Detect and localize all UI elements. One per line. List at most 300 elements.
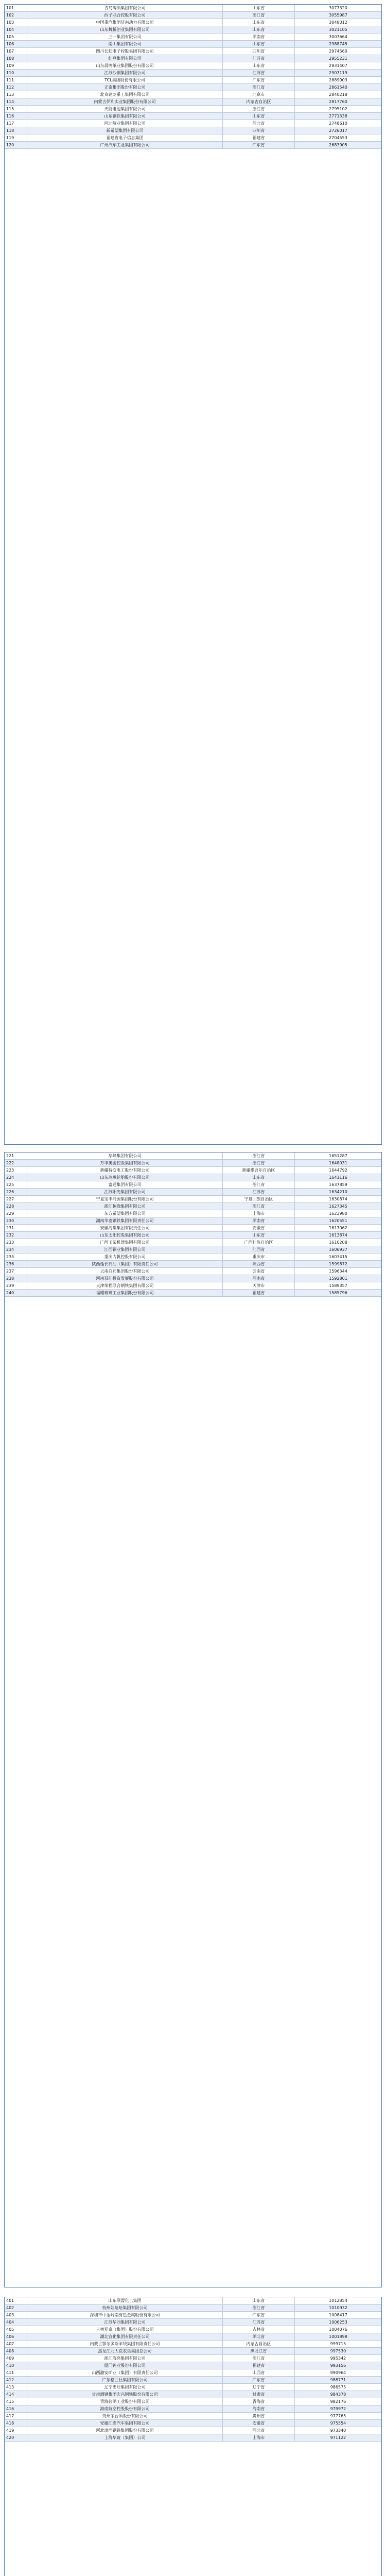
company-name-cell: 江苏阳光集团有限公司	[27, 1189, 223, 1195]
rank-cell: 229	[5, 1210, 27, 1217]
table-row	[5, 70, 381, 77]
region-cell: 浙江省	[223, 2304, 295, 2311]
rank-cell: 231	[5, 1225, 27, 1231]
revenue-cell: 988771	[330, 2378, 346, 2382]
region-cell: 内蒙古自治区	[223, 98, 295, 105]
table-row	[5, 113, 381, 120]
rank-cell: 225	[5, 1181, 27, 1188]
company-name-cell: 辽宁忠旺集团有限公司	[27, 2384, 223, 2391]
rank-cell: 233	[5, 1239, 27, 1246]
company-name-cell: 天津荣程联合钢铁集团有限公司	[27, 1282, 223, 1289]
revenue-cell: 3048012	[329, 20, 347, 25]
region-cell: 广东省	[223, 77, 295, 83]
rank-cell: 405	[5, 2326, 27, 2333]
region-cell: 浙江省	[223, 1153, 295, 1159]
rank-cell: 111	[5, 77, 27, 83]
rank-cell: 238	[5, 1275, 27, 1282]
region-cell: 宁夏回族自治区	[223, 1196, 295, 1202]
company-name-cell: 富通集团有限公司	[27, 1181, 223, 1188]
rank-cell: 105	[5, 33, 27, 40]
region-cell: 山东省	[223, 26, 295, 33]
revenue-cell: 997530	[330, 2349, 346, 2353]
rank-cell: 235	[5, 1253, 27, 1260]
company-name-cell: 河北津西钢铁集团股份有限公司	[27, 2427, 223, 2434]
rank-cell: 413	[5, 2384, 27, 2391]
company-name-cell: 甘肃酒钢集团宏兴钢铁股份有限公司	[27, 2391, 223, 2398]
revenue-cell: 2974560	[329, 49, 347, 54]
table-row	[5, 2326, 381, 2333]
revenue-cell: 1596344	[329, 1269, 347, 1274]
region-cell: 浙江省	[223, 12, 295, 19]
revenue-cell: 2955231	[329, 56, 347, 61]
company-name-cell: 三一集团有限公司	[27, 33, 223, 40]
table-row	[5, 2369, 381, 2377]
region-cell: 江西省	[223, 1246, 295, 1253]
region-cell: 河北省	[223, 120, 295, 127]
revenue-cell: 1637859	[329, 1182, 347, 1187]
revenue-cell: 2931407	[329, 63, 347, 68]
table-row	[5, 2427, 381, 2434]
revenue-cell: 3055987	[329, 13, 347, 18]
table-row	[5, 1239, 381, 1246]
company-name-cell: 新疆特变电工股份有限公司	[27, 1167, 223, 1174]
region-cell: 福建省	[223, 2362, 295, 2369]
rank-cell: 120	[5, 142, 27, 148]
region-cell: 江苏省	[223, 2319, 295, 2326]
rank-cell: 412	[5, 2377, 27, 2383]
revenue-cell: 1603415	[329, 1255, 347, 1259]
revenue-cell: 1651287	[329, 1154, 347, 1158]
rank-cell: 110	[5, 70, 27, 76]
table-block-2	[4, 1152, 382, 2287]
company-name-cell: 南山集团有限公司	[27, 41, 223, 47]
region-cell: 浙江省	[223, 1181, 295, 1188]
revenue-cell: 1630874	[329, 1197, 347, 1201]
revenue-cell: 2907119	[329, 71, 347, 75]
table-row	[5, 2384, 381, 2391]
revenue-cell: 2861540	[329, 85, 347, 90]
rank-cell: 119	[5, 134, 27, 141]
table-row	[5, 1167, 381, 1174]
company-name-cell: 青岛啤酒集团有限公司	[27, 5, 223, 11]
rank-cell: 107	[5, 48, 27, 55]
region-cell: 江苏省	[223, 55, 295, 62]
table-row	[5, 1217, 381, 1225]
region-cell: 安徽省	[223, 1225, 295, 1231]
table-row	[5, 142, 381, 149]
revenue-cell: 1012854	[329, 2298, 347, 2303]
rank-cell: 402	[5, 2304, 27, 2311]
company-name-cell: 江西铜业集团有限公司	[27, 1246, 223, 1253]
company-name-cell: 山东晨鸣纸业集团股份有限公司	[27, 62, 223, 69]
table-row	[5, 2434, 381, 2442]
revenue-cell: 2683905	[329, 143, 347, 147]
rank-cell: 420	[5, 2434, 27, 2441]
region-cell: 湖南省	[223, 33, 295, 40]
rank-cell: 414	[5, 2391, 27, 2398]
table-row	[5, 2341, 381, 2348]
region-cell: 福建省	[223, 134, 295, 141]
rank-cell: 117	[5, 120, 27, 127]
region-cell: 上海市	[223, 2434, 295, 2441]
table-row	[5, 48, 381, 55]
revenue-cell: 1006253	[329, 2320, 347, 2325]
table-row	[5, 77, 381, 84]
region-cell: 山东省	[223, 113, 295, 120]
region-cell: 浙江省	[223, 1160, 295, 1166]
region-cell: 广东省	[223, 2312, 295, 2318]
rank-cell: 108	[5, 55, 27, 62]
table-row	[5, 1232, 381, 1239]
table-row	[5, 26, 381, 33]
region-cell: 重庆市	[223, 1253, 295, 1260]
table-row	[5, 1153, 381, 1160]
region-cell: 山东省	[223, 19, 295, 26]
revenue-cell: 984378	[330, 2392, 346, 2397]
revenue-cell: 975554	[330, 2421, 346, 2426]
table-row	[5, 33, 381, 41]
rank-cell: 101	[5, 5, 27, 11]
region-cell: 湖北省	[223, 2333, 295, 2340]
company-name-cell: 浙江恒逸集团有限公司	[27, 1203, 223, 1210]
region-cell: 浙江省	[223, 1203, 295, 1210]
rank-cell: 112	[5, 84, 27, 91]
rank-cell: 404	[5, 2319, 27, 2326]
rank-cell: 417	[5, 2413, 27, 2419]
region-cell: 山西省	[223, 2369, 295, 2376]
revenue-cell: 2726017	[329, 128, 347, 133]
table-row	[5, 5, 381, 12]
revenue-cell: 1001898	[329, 2334, 347, 2339]
rank-cell: 232	[5, 1232, 27, 1239]
table-row	[5, 1196, 381, 1203]
revenue-cell: 1644792	[329, 1168, 347, 1173]
region-cell: 湖南省	[223, 1217, 295, 1224]
table-row	[5, 120, 381, 127]
table-row	[5, 2333, 381, 2341]
rank-cell: 411	[5, 2369, 27, 2376]
table-row	[5, 1261, 381, 1268]
region-cell: 四川省	[223, 48, 295, 55]
company-name-cell: 中国重汽集团济南动力有限公司	[27, 19, 223, 26]
rank-cell: 234	[5, 1246, 27, 1253]
rank-cell: 237	[5, 1268, 27, 1275]
revenue-cell: 2771338	[329, 114, 347, 118]
company-name-cell: 贵州茅台酒股份有限公司	[27, 2413, 223, 2419]
revenue-cell: 1599872	[329, 1262, 347, 1266]
region-cell: 广东省	[223, 2377, 295, 2383]
table-row	[5, 1275, 381, 1282]
table-row	[5, 84, 381, 91]
revenue-cell: 1592801	[329, 1276, 347, 1281]
rank-cell: 104	[5, 26, 27, 33]
company-name-cell: 山东玲珑轮胎股份有限公司	[27, 1174, 223, 1181]
table-row	[5, 19, 381, 26]
rank-cell: 114	[5, 98, 27, 105]
table-block-1	[4, 4, 382, 1145]
rank-cell: 410	[5, 2362, 27, 2369]
revenue-cell: 1634210	[329, 1190, 347, 1194]
rank-cell: 106	[5, 41, 27, 47]
table-row	[5, 2304, 381, 2312]
table-row	[5, 55, 381, 62]
region-cell: 云南省	[223, 1268, 295, 1275]
table-row	[5, 1160, 381, 1167]
company-name-cell: 内蒙古鄂尔多斯羊绒集团有限责任公司	[27, 2341, 223, 2347]
rank-cell: 115	[5, 106, 27, 112]
region-cell: 浙江省	[223, 2355, 295, 2362]
revenue-cell: 1623980	[329, 1211, 347, 1216]
revenue-cell: 2704553	[329, 135, 347, 140]
company-name-cell: 东方希望集团有限公司	[27, 1210, 223, 1217]
region-cell: 河南省	[223, 1275, 295, 1282]
company-name-cell: 河南双汇投资发展股份有限公司	[27, 1275, 223, 1282]
company-name-cell: 红豆集团有限公司	[27, 55, 223, 62]
rank-cell: 419	[5, 2427, 27, 2434]
revenue-cell: 982176	[330, 2399, 346, 2404]
table-row	[5, 2297, 381, 2304]
revenue-cell: 2889003	[329, 78, 347, 82]
rank-cell: 221	[5, 1153, 27, 1159]
company-name-cell: 福建省电子信息集团	[27, 134, 223, 141]
rank-cell: 409	[5, 2355, 27, 2362]
company-name-cell: 广州汽车工业集团有限公司	[27, 142, 223, 148]
company-name-cell: 海南航空控股股份有限公司	[27, 2405, 223, 2412]
rank-cell: 236	[5, 1261, 27, 1267]
revenue-cell: 2795102	[329, 107, 347, 111]
rank-cell: 228	[5, 1203, 27, 1210]
rank-cell: 116	[5, 113, 27, 120]
table-row	[5, 2420, 381, 2427]
company-name-cell: 山东魏桥创业集团有限公司	[27, 26, 223, 33]
company-name-cell: 北京建龙重工集团有限公司	[27, 91, 223, 98]
revenue-cell: 995342	[330, 2356, 346, 2361]
region-cell: 山东省	[223, 1174, 295, 1181]
company-name-cell: 河北敬业集团有限公司	[27, 120, 223, 127]
company-name-cell: 山东太阳控股集团有限公司	[27, 1232, 223, 1239]
table-row	[5, 62, 381, 70]
region-cell: 河北省	[223, 2427, 295, 2434]
revenue-cell: 1627345	[329, 1204, 347, 1209]
company-name-cell: 山东钢铁集团有限公司	[27, 113, 223, 120]
table-row	[5, 1189, 381, 1196]
revenue-cell: 1613874	[329, 1233, 347, 1238]
region-cell: 贵州省	[223, 2413, 295, 2419]
table-row	[5, 2391, 381, 2398]
table-row	[5, 2348, 381, 2355]
company-name-cell: 江苏华西集团有限公司	[27, 2319, 223, 2326]
region-cell: 浙江省	[223, 106, 295, 112]
company-name-cell: 正泰集团股份有限公司	[27, 84, 223, 91]
region-cell: 吉林省	[223, 2326, 295, 2333]
region-cell: 江苏省	[223, 70, 295, 76]
revenue-cell: 2748610	[329, 121, 347, 126]
region-cell: 甘肃省	[223, 2391, 295, 2398]
company-name-cell: 华峰集团有限公司	[27, 1153, 223, 1159]
revenue-cell: 3007664	[329, 35, 347, 39]
region-cell: 上海市	[223, 1210, 295, 1217]
table-row	[5, 1282, 381, 1290]
revenue-cell: 1010932	[329, 2306, 347, 2310]
rank-cell: 418	[5, 2420, 27, 2427]
revenue-cell: 1610208	[329, 1240, 347, 1245]
revenue-cell: 990964	[330, 2370, 346, 2375]
table-row	[5, 2405, 381, 2413]
company-name-cell: 四川长虹电子控股集团有限公司	[27, 48, 223, 55]
revenue-cell: 2817760	[329, 99, 347, 104]
table-row	[5, 1210, 381, 1217]
rank-cell: 118	[5, 127, 27, 134]
rank-cell: 103	[5, 19, 27, 26]
region-cell: 四川省	[223, 127, 295, 134]
revenue-cell: 993156	[330, 2363, 346, 2368]
revenue-cell: 2840218	[329, 92, 347, 97]
region-cell: 新疆维吾尔自治区	[223, 1167, 295, 1174]
revenue-cell: 999715	[330, 2342, 346, 2346]
table-row	[5, 127, 381, 134]
company-name-cell: 山西潞安矿业（集团）有限责任公司	[27, 2369, 223, 2376]
rank-cell: 415	[5, 2398, 27, 2405]
revenue-cell: 977765	[330, 2414, 346, 2418]
company-name-cell: TCL集团股份有限公司	[27, 77, 223, 83]
revenue-cell: 1641116	[329, 1175, 347, 1180]
company-name-cell: 浙江海亮集团有限公司	[27, 2355, 223, 2362]
revenue-cell: 971122	[330, 2435, 346, 2440]
region-cell: 江苏省	[223, 1189, 295, 1195]
company-name-cell: 广西玉柴机器集团有限公司	[27, 1239, 223, 1246]
region-cell: 山东省	[223, 5, 295, 11]
region-cell: 内蒙古自治区	[223, 2341, 295, 2347]
region-cell: 山东省	[223, 41, 295, 47]
company-name-cell: 山东联盟化工集团	[27, 2297, 223, 2304]
region-cell: 广东省	[223, 142, 295, 148]
table-row	[5, 12, 381, 19]
region-cell: 山东省	[223, 62, 295, 69]
rank-cell: 239	[5, 1282, 27, 1289]
rank-cell: 223	[5, 1167, 27, 1174]
company-name-cell: 吉林亚泰（集团）股份有限公司	[27, 2326, 223, 2333]
rank-cell: 224	[5, 1174, 27, 1181]
region-cell: 福建省	[223, 1290, 295, 1296]
rank-cell: 222	[5, 1160, 27, 1166]
rank-cell: 102	[5, 12, 27, 19]
revenue-cell: 3077320	[329, 6, 347, 10]
revenue-cell: 1589357	[329, 1283, 347, 1288]
revenue-cell: 1606937	[329, 1247, 347, 1252]
company-name-cell: 上海华谊（集团）公司	[27, 2434, 223, 2441]
region-cell: 海南省	[223, 2405, 295, 2412]
table-rows	[5, 1153, 381, 1297]
rank-cell: 401	[5, 2297, 27, 2304]
revenue-cell: 973340	[330, 2428, 346, 2433]
table-row	[5, 1181, 381, 1189]
company-name-cell: 安徽海螺集团有限责任公司	[27, 1225, 223, 1231]
region-cell: 安徽省	[223, 2420, 295, 2427]
revenue-cell: 1648031	[329, 1161, 347, 1165]
rank-cell: 416	[5, 2405, 27, 2412]
table-row	[5, 1268, 381, 1275]
region-cell: 辽宁省	[223, 2384, 295, 2391]
company-name-cell: 西子联合控股有限公司	[27, 12, 223, 19]
table-row	[5, 1246, 381, 1253]
region-cell: 山东省	[223, 1232, 295, 1239]
revenue-cell: 1620551	[329, 1218, 347, 1223]
rank-cell: 408	[5, 2348, 27, 2354]
revenue-cell: 986575	[330, 2385, 346, 2389]
table-row	[5, 134, 381, 142]
region-cell: 青海省	[223, 2398, 295, 2405]
region-cell: 黑龙江省	[223, 2348, 295, 2354]
rank-cell: 406	[5, 2333, 27, 2340]
company-name-cell: 厦门钨业股份有限公司	[27, 2362, 223, 2369]
company-name-cell: 陕西延长石油（集团）有限责任公司	[27, 1261, 223, 1267]
revenue-cell: 1585796	[329, 1291, 347, 1295]
rank-cell: 113	[5, 91, 27, 98]
rank-cell: 407	[5, 2341, 27, 2347]
table-row	[5, 2319, 381, 2326]
table-row	[5, 1225, 381, 1232]
company-name-cell: 广东格兰仕集团有限公司	[27, 2377, 223, 2383]
company-name-cell: 黑龙江北大荒农垦集团总公司	[27, 2348, 223, 2354]
rank-cell: 226	[5, 1189, 27, 1195]
table-row	[5, 1290, 381, 1297]
company-name-cell: 宁夏宝丰能源集团股份有限公司	[27, 1196, 223, 1202]
company-name-cell: 重庆力帆控股有限公司	[27, 1253, 223, 1260]
region-cell: 陕西省	[223, 1261, 295, 1267]
table-row	[5, 2398, 381, 2405]
revenue-cell: 1008417	[329, 2313, 347, 2317]
table-row	[5, 1203, 381, 1210]
company-name-cell: 湖南华菱钢铁集团有限责任公司	[27, 1217, 223, 1224]
rank-cell: 109	[5, 62, 27, 69]
company-name-cell: 云南白药集团股份有限公司	[27, 1268, 223, 1275]
table-row	[5, 2312, 381, 2319]
company-name-cell: 新希望集团有限公司	[27, 127, 223, 134]
region-cell: 山东省	[223, 2297, 295, 2304]
company-name-cell: 江苏沙钢集团有限公司	[27, 70, 223, 76]
company-name-cell: 青海盐湖工业股份有限公司	[27, 2398, 223, 2405]
company-name-cell: 万丰奥驰控股集团有限公司	[27, 1160, 223, 1166]
table-row	[5, 106, 381, 113]
company-name-cell: 湖北宜化集团有限责任公司	[27, 2333, 223, 2340]
table-row	[5, 2377, 381, 2384]
rank-cell: 230	[5, 1217, 27, 1224]
company-name-cell: 内蒙古伊利实业集团股份有限公司	[27, 98, 223, 105]
company-name-cell: 深圳市中金岭南有色金属股份有限公司	[27, 2312, 223, 2318]
company-name-cell: 天能电池集团有限公司	[27, 106, 223, 112]
revenue-cell: 1004076	[329, 2327, 347, 2332]
region-cell: 天津市	[223, 1282, 295, 1289]
table-row	[5, 91, 381, 98]
table-row	[5, 1174, 381, 1181]
rank-cell: 403	[5, 2312, 27, 2318]
company-name-cell: 安徽江淮汽车集团有限公司	[27, 2420, 223, 2427]
region-cell: 北京市	[223, 91, 295, 98]
table-row	[5, 98, 381, 106]
rank-cell: 240	[5, 1290, 27, 1296]
revenue-cell: 1617062	[329, 1226, 347, 1230]
revenue-cell: 979972	[330, 2406, 346, 2411]
table-block-3	[4, 2297, 382, 2576]
company-name-cell: 福耀玻璃工业集团股份有限公司	[27, 1290, 223, 1296]
table-row	[5, 2355, 381, 2362]
company-name-cell: 杭州娃哈哈集团有限公司	[27, 2304, 223, 2311]
region-cell: 浙江省	[223, 84, 295, 91]
revenue-cell: 2988745	[329, 42, 347, 46]
table-row	[5, 1253, 381, 1261]
table-rows	[5, 2297, 381, 2442]
table-row	[5, 2413, 381, 2420]
